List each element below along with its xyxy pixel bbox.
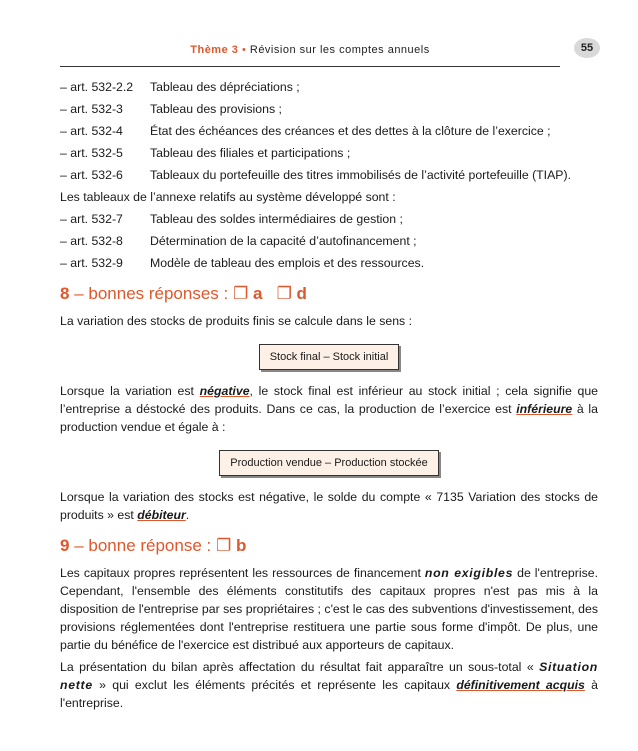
emphasis-inferior: inférieure (516, 402, 573, 416)
article-ref: – art. 532-9 (60, 256, 123, 270)
emphasis-situation-nette: Situation nette (60, 660, 598, 692)
article-text: Modèle de tableau des emplois et des ressources. (150, 256, 425, 270)
developed-system-intro: Les tableaux de l’annexe relatifs au système développé sont : (60, 190, 396, 204)
article-ref: – art. 532-5 (60, 146, 123, 160)
text-run: Lorsque la variation est (60, 384, 200, 398)
list-item (60, 210, 598, 228)
formula-box-production: Production vendue – Production stockée (219, 450, 439, 476)
section-9-paragraph-1 (60, 564, 598, 654)
section-8-paragraph-3 (60, 488, 598, 524)
answer-b: ❐ b (215, 536, 247, 555)
article-text: Tableau des dépréciations ; (150, 80, 300, 94)
text-run: de l'entreprise. Cependant, l'ensemble des éléments constitutifs des capitaux propres n'est pas mis à la disposition de l'entreprise par ses propriétaires ; c'est le cas des subventions d'investissement, des provisions réglementées dont l'entreprise restituera une partie sous forme d'impôt. De plus, une partie du bénéfice de l'exercice est distribué aux apporteurs de capitaux. (60, 566, 598, 652)
article-ref: – art. 532-8 (60, 234, 123, 248)
formula-box-stock: Stock final – Stock initial (259, 344, 400, 370)
article-ref: – art. 532-2.2 (60, 80, 134, 94)
article-text: Tableau des provisions ; (150, 102, 282, 116)
article-text: État des échéances des créances et des dettes à la clôture de l’exercice ; (150, 124, 551, 138)
section-8-title (60, 282, 598, 306)
text-run: La présentation du bilan après affectation du résultat fait apparaître un sous-total « (60, 660, 540, 674)
article-ref: – art. 532-6 (60, 168, 123, 182)
section-title-text: – bonne réponse : (69, 536, 216, 555)
text-run: , le stock final est inférieur au stock initial ; cela signifie que l’entreprise a déstocké des produits. Dans ce cas, la production de l’exercice est (60, 384, 598, 416)
list-item (60, 100, 598, 118)
text-run: » qui exclut les éléments précités et représente les capitaux (92, 678, 457, 692)
header-rule (60, 66, 560, 67)
page-content (60, 78, 598, 716)
article-text: Tableau des filiales et participations ; (150, 146, 351, 160)
article-ref: – art. 532-4 (60, 124, 123, 138)
emphasis-debtor: débiteur (137, 508, 186, 522)
article-text: Tableaux du portefeuille des titres immobilisés de l’activité portefeuille (TIAP). (150, 168, 572, 182)
header-subject: Révision sur les comptes annuels (249, 44, 430, 56)
section-number: 9 (60, 536, 70, 555)
article-list-top (60, 78, 598, 184)
article-list-bottom (60, 210, 598, 272)
article-ref: – art. 532-3 (60, 102, 123, 116)
section-number: 8 (60, 284, 70, 303)
text-run: . (185, 508, 190, 522)
article-text: Tableau des soldes intermédiaires de gestion ; (150, 212, 403, 226)
article-text: Détermination de la capacité d’autofinancement ; (150, 234, 417, 248)
formula-box-row (60, 450, 598, 476)
section-8-paragraph-2 (60, 382, 598, 436)
list-item (60, 78, 598, 96)
formula-box-row (60, 344, 598, 370)
text-run: à l'entreprise. (60, 678, 598, 710)
header-theme: Thème 3 (190, 44, 239, 56)
list-item (60, 232, 598, 250)
section-9-paragraph-2 (60, 658, 598, 712)
list-item (60, 166, 598, 184)
text-run: Lorsque la variation des stocks est négative, le solde du compte « 7135 Variation des stocks de produits » est (60, 490, 598, 522)
answer-a: ❐ a (232, 284, 263, 303)
header-bullet: • (241, 44, 247, 56)
section-8-paragraph-1: La variation des stocks de produits finis se calcule dans le sens : (60, 314, 413, 328)
emphasis-non-exigible: non exigibles (424, 566, 514, 580)
section-title-text: – bonnes réponses : (69, 284, 233, 303)
text-run: Les capitaux propres représentent les ressources de financement (60, 566, 425, 580)
page-number: 55 (574, 38, 600, 58)
list-item (60, 254, 598, 272)
header-text (60, 44, 560, 56)
answer-d: ❐ d (276, 284, 307, 303)
list-item (60, 122, 598, 140)
text-run: à la production vendue et égale à : (60, 402, 598, 434)
emphasis-negative: négative (199, 384, 250, 398)
article-ref: – art. 532-7 (60, 212, 123, 226)
running-header (60, 38, 560, 66)
list-item (60, 144, 598, 162)
section-9-title (60, 534, 598, 558)
emphasis-definitely-acquired: définitivement acquis (456, 678, 585, 692)
